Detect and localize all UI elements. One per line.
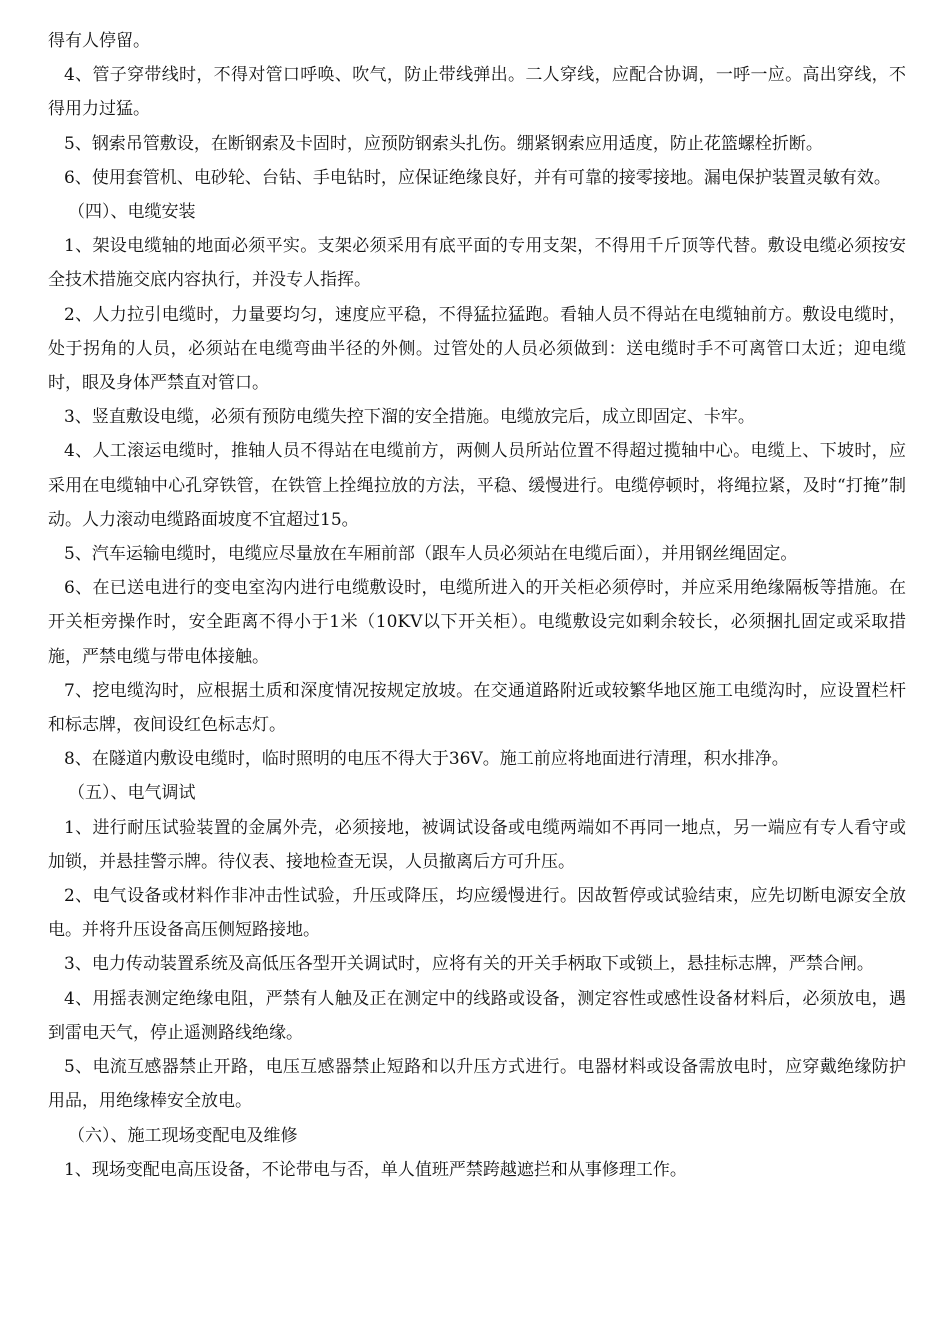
paragraph-cable-4: 4、人工滚运电缆时，推轴人员不得站在电缆前方，两侧人员所站位置不得超过揽轴中心。电缆上、下坡时，应采用在电缆轴中心孔穿铁管，在铁管上拴绳拉放的方法，平稳、缓慢进行。电缆停顿时，将绳拉紧，及时“打掩”制动。人力滚动电缆路面坡度不宜超过15。 xyxy=(48,441,906,530)
paragraph-testing-1: 1、进行耐压试验装置的金属外壳，必须接地，被调试设备或电缆两端如不再同一地点，另一端应有专人看守或加锁，并悬挂警示牌。待仪表、接地检查无误，人员撤离后方可升压。 xyxy=(48,817,906,872)
paragraph-cable-6: 6、在已送电进行的变电室沟内进行电缆敷设时，电缆所进入的开关柜必须停时，并应采用绝缘隔板等措施。在开关柜旁操作时，安全距离不得小于1米（10KV以下开关柜）。电缆敷设完如剩余较长，必须捆扎固定或采取措施，严禁电缆与带电体接触。 xyxy=(48,578,906,667)
paragraph-continuation: 得有人停留。 xyxy=(48,31,150,51)
paragraph-testing-4: 4、用摇表测定绝缘电阻，严禁有人触及正在测定中的线路或设备，测定容性或感性设备材料后，必须放电，遇到雷电天气，停止遥测路线绝缘。 xyxy=(48,988,906,1043)
paragraph-cable-2: 2、人力拉引电缆时，力量要均匀，速度应平稳，不得猛拉猛跑。看轴人员不得站在电缆轴前方。敷设电缆时，处于拐角的人员，必须站在电缆弯曲半径的外侧。过管处的人员必须做到：送电缆时手不可离管口太近；迎电缆时，眼及身体严禁直对管口。 xyxy=(48,304,906,394)
paragraph-cable-7: 7、挖电缆沟时，应根据土质和深度情况按规定放坡。在交通道路附近或较繁华地区施工电缆沟时，应设置栏杆和标志牌，夜间设红色标志灯。 xyxy=(48,680,906,736)
paragraph-item-4-wiring: 4、管子穿带线时，不得对管口呼唤、吹气，防止带线弹出。二人穿线，应配合协调，一呼一应。高出穿线，不得用力过猛。 xyxy=(48,65,906,120)
paragraph-testing-2: 2、电气设备或材料作非冲击性试验，升压或降压，均应缓慢进行。因故暂停或试验结束，应先切断电源安全放电。并将升压设备高压侧短路接地。 xyxy=(48,886,906,941)
paragraph-cable-5: 5、汽车运输电缆时，电缆应尽量放在车厢前部（跟车人员必须站在电缆后面），并用钢丝绳固定。 xyxy=(64,544,798,565)
paragraph-substation-1: 1、现场变配电高压设备，不论带电与否，单人值班严禁跨越遮拦和从事修理工作。 xyxy=(64,1159,687,1180)
paragraph-testing-5: 5、电流互感器禁止开路，电压互感器禁止短路和以升压方式进行。电器材料或设备需放电时，应穿戴绝缘防护用品，用绝缘棒安全放电。 xyxy=(48,1057,906,1112)
paragraph-item-5-steel-cable: 5、钢索吊管敷设，在断钢索及卡固时，应预防钢索头扎伤。绷紧钢索应用适度，防止花篮螺栓折断。 xyxy=(64,133,823,154)
section-heading-cable-installation: （四）、电缆安装 xyxy=(68,202,196,223)
section-heading-substation-maintenance: （六）、施工现场变配电及维修 xyxy=(68,1125,298,1146)
paragraph-cable-8: 8、在隧道内敷设电缆时，临时照明的电压不得大于36V。施工前应将地面进行清理，积水排净。 xyxy=(64,749,789,770)
paragraph-item-6-tools: 6、使用套管机、电砂轮、台钻、手电钻时，应保证绝缘良好，并有可靠的接零接地。漏电保护装置灵敏有效。 xyxy=(64,167,891,188)
paragraph-testing-3: 3、电力传动装置系统及高低压各型开关调试时，应将有关的开关手柄取下或锁上，悬挂标志牌，严禁合闸。 xyxy=(64,954,874,975)
paragraph-cable-3: 3、竖直敷设电缆，必须有预防电缆失控下溜的安全措施。电缆放完后，成立即固定、卡牢。 xyxy=(64,407,755,428)
section-heading-electrical-testing: （五）、电气调试 xyxy=(68,783,196,804)
paragraph-cable-1: 1、架设电缆轴的地面必须平实。支架必须采用有底平面的专用支架，不得用千斤顶等代替。敷设电缆必须按安全技术措施交底内容执行，并没专人指挥。 xyxy=(48,236,906,291)
